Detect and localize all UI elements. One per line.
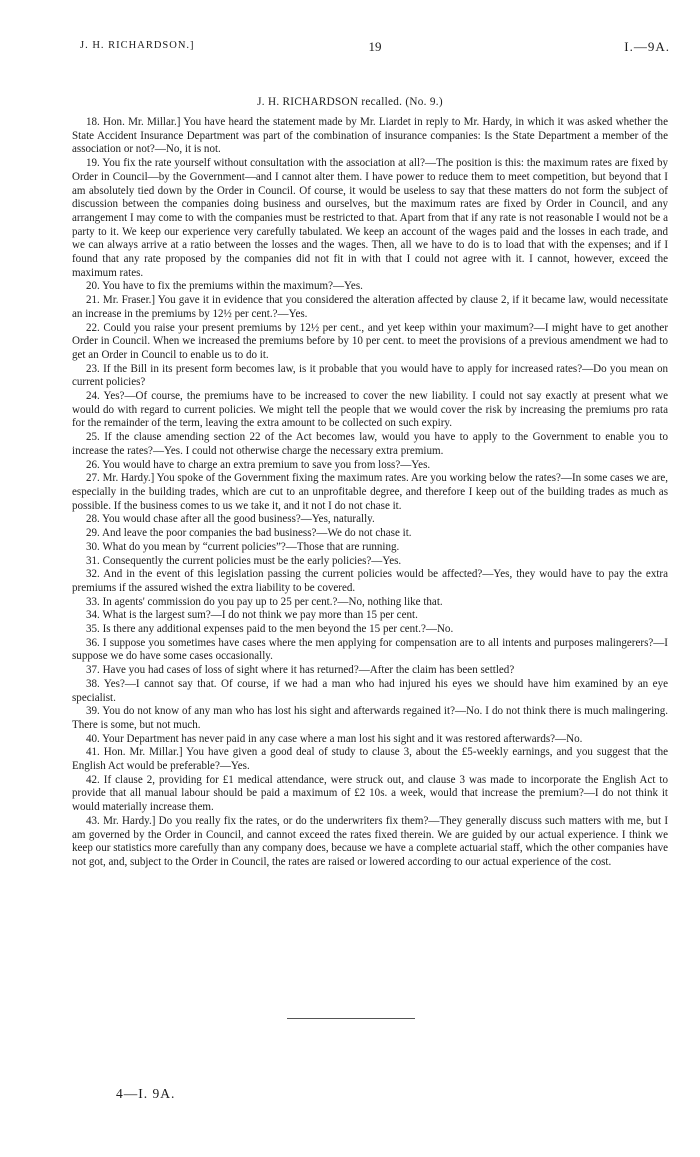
paragraph-30: 30. What do you mean by “current policies”?—Those that are running.: [86, 540, 400, 553]
paragraph-34: 34. What is the largest sum?—I do not think we pay more than 15 per cent.: [86, 609, 418, 622]
paragraph-35: 35. Is there any additional expenses paid to the men beyond the 15 per cent.?—No.: [86, 623, 454, 636]
paragraph-40: 40. Your Department has never paid in any case where a man lost his sight and it was restored afterwards?—No.: [86, 732, 583, 745]
paragraph-38: 38. Yes?—I cannot say that. Of course, if we had a man who had injured his eyes we should have him examined by an eye specialist.: [72, 677, 668, 704]
paragraph-33: 33. In agents' commission do you pay up to 25 per cent.?—No, nothing like that.: [86, 595, 443, 608]
running-head-left: J. H. RICHARDSON.]: [80, 40, 195, 51]
paragraph-26: 26. You would have to charge an extra premium to save you from loss?—Yes.: [86, 458, 431, 471]
paragraph-21: 21. Mr. Fraser.] You gave it in evidence that you considered the alteration affected by clause 2, if it became law, would necessitate an increase in the premiums by 12½ per cent.?—Yes.: [72, 294, 668, 320]
paragraph-39: 39. You do not know of any man who has lost his sight and afterwards regained it?—No. I do not think there is much malingering. There is some, but not much.: [72, 705, 668, 731]
paragraph-42: 42. If clause 2, providing for £1 medical attendance, were struck out, and clause 3 was made to incorporate the English Act to provide that all manual labour should be paid a maximum of £2 10s. a week, would that increase the premium?—I do not think it would materially increase them.: [72, 773, 668, 814]
paragraph-29: 29. And leave the poor companies the bad business?—We do not chase it.: [86, 527, 412, 540]
paragraph-19: 19. You fix the rate yourself without consultation with the association at all?—The position is this: the maximum rates are fixed by Order in Council—by the Government—and I cannot alter them. I have power to reduce them to meet competition, but beyond that I am absolutely tied down by the Order in Council. Of course, it would be useless to say that these matters do not form the subject of discussion between the companies doing business and ourselves, but the maximum rates are fixed by Order in Council, and any arrangement I may come to with the companies must be restricted to that. Apart from that if any rate is not reasonable I would not be a party to it. We keep our experience very carefully tabulated. We keep an account of the wages paid and the losses in each trade, and we can always arrive at a ratio between the losses and the wages. Then, all we have to do is to load that with the expenses; and if I found that any rate proposed by the companies did not fit in with that I could not agree with it. I cannot, however, exceed the maximum rates.: [72, 157, 668, 279]
paragraph-27: 27. Mr. Hardy.] You spoke of the Government fixing the maximum rates. Are you working below the rates?—In some cases we are, especially in the building trades, which are cut to an unprofitable degree, and therefore I keep out of the building trades as much as possible. If the business comes to us we take it, and it not I do not chase it.: [72, 472, 668, 512]
testimony-body: [72, 116, 668, 870]
paragraph-24: 24. Yes?—Of course, the premiums have to be increased to cover the new liability. I could not say exactly at present what we would do with regard to current policies. We might tell the people that we would cover the risk by increasing the premiums pro rata for the remainder of the term, leaving the extra amount to be collected on such expiry.: [72, 390, 668, 430]
paragraph-37: 37. Have you had cases of loss of sight where it has returned?—After the claim has been settled?: [86, 664, 515, 677]
page-number: 19: [368, 39, 382, 54]
paragraph-32: 32. And in the event of this legislation passing the current policies would be affected?—Yes, they would have to pay the extra premiums if the assured wished the extra liability to be covered.: [72, 568, 668, 594]
paragraph-23: 23. If the Bill in its present form becomes law, is it probable that you would have to apply for increased rates?—Do you mean on current policies?: [72, 362, 668, 389]
page-header: [80, 40, 670, 60]
paragraph-25: 25. If the clause amending section 22 of the Act becomes law, would you have to apply to the Government to enable you to increase the rates?—Yes. I could not otherwise charge the necessary extra premium.: [72, 431, 668, 457]
section-divider: [287, 1018, 415, 1019]
printer-signature: 4—I. 9A.: [116, 1086, 176, 1101]
paragraph-43: 43. Mr. Hardy.] Do you really fix the rates, or do the underwriters fix them?—They generally discuss such matters with me, but I am governed by the Order in Council, and cannot exceed the rates fixed therein. We are guided by our actual experience. I think we keep our statistics more carefully than any company does, because we have a complete actuarial staff, which the other companies have not got, and, subject to the Order in Council, the rates are raised or lowered according to our actual experience of the cost.: [72, 814, 668, 868]
paragraph-28: 28. You would chase after all the good business?—Yes, naturally.: [86, 513, 375, 526]
section-title: J. H. RICHARDSON recalled. (No. 9.): [257, 96, 443, 108]
paragraph-18: 18. Hon. Mr. Millar.] You have heard the statement made by Mr. Liardet in reply to Mr. Hardy, in which it was asked whether the State Accident Insurance Department was part of the combination of insurance companies: Is the State Department a member of the association or not?—No, it is not.: [72, 116, 668, 156]
paragraph-22: 22. Could you raise your present premiums by 12½ per cent., and yet keep within your maximum?—I might have to get another Order in Council. When we increased the premiums before by 10 per cent. to meet the provisions of a previous amendment we had to get an Order in Council to enable us to do it.: [72, 321, 668, 361]
paragraph-36: 36. I suppose you sometimes have cases where the men applying for compensation are to all intents and purposes malingerers?—I suppose we do have some cases occasionally.: [72, 636, 668, 663]
paragraph-20: 20. You have to fix the premiums within the maximum?—Yes.: [86, 280, 363, 293]
paragraph-41: 41. Hon. Mr. Millar.] You have given a good deal of study to clause 3, about the £5-weekly earnings, and you suggest that the English Act would be preferable?—Yes.: [72, 746, 668, 773]
paragraph-31: 31. Consequently the current policies must be the early policies?—Yes.: [86, 554, 402, 567]
document-reference: I.—9A.: [624, 39, 670, 54]
